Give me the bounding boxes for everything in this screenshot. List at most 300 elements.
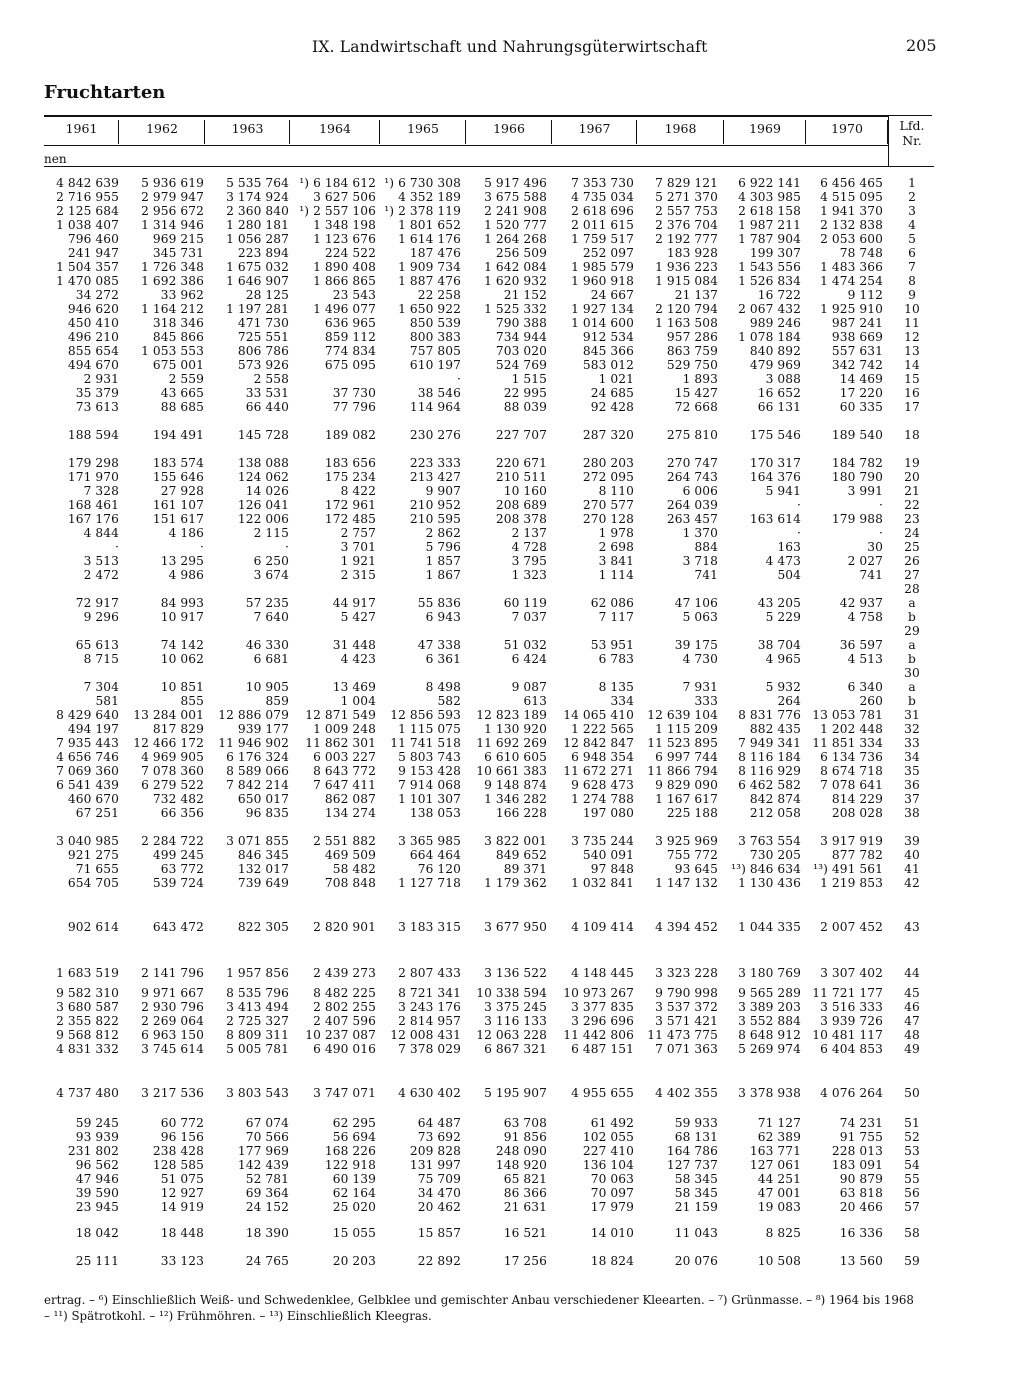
cell-1965: 800 383 — [409, 330, 461, 344]
cell-1967: 270 128 — [582, 512, 634, 526]
cell-1965: ¹) 6 730 308 — [384, 176, 461, 190]
cell-1969: 16 652 — [757, 386, 801, 400]
cell-1963: 5 005 781 — [226, 1042, 289, 1056]
cell-lfd-nr: a — [908, 680, 916, 694]
cell-1968: 1 915 084 — [655, 274, 718, 288]
cell-1968: 3 571 421 — [655, 1014, 718, 1028]
table-row — [44, 1254, 934, 1268]
cell-1969: 504 — [777, 568, 801, 582]
cell-1962: 1 164 212 — [141, 302, 204, 316]
cell-1968: 4 402 355 — [655, 1086, 718, 1100]
cell-1967: 7 117 — [598, 610, 634, 624]
table-row — [44, 1158, 934, 1172]
cell-1967: 92 428 — [590, 400, 634, 414]
cell-lfd-nr: 11 — [904, 316, 920, 330]
cell-lfd-nr: 37 — [904, 792, 920, 806]
cell-1966: 256 509 — [495, 246, 547, 260]
cell-lfd-nr: 41 — [904, 862, 920, 876]
cell-lfd-nr: 12 — [904, 330, 920, 344]
cell-1970: 78 748 — [839, 246, 883, 260]
cell-1961: 3 513 — [83, 554, 119, 568]
cell-1970: 3 917 919 — [820, 834, 883, 848]
cell-lfd-nr: 38 — [904, 806, 920, 820]
cell-lfd-nr: 34 — [904, 750, 920, 764]
cell-1966: 1 520 777 — [484, 218, 547, 232]
cell-1963: 7 842 214 — [226, 778, 289, 792]
cell-1961: 2 125 684 — [56, 204, 119, 218]
table-row — [44, 540, 934, 554]
cell-1970: 814 229 — [831, 792, 883, 806]
cell-lfd-nr: 22 — [904, 498, 920, 512]
cell-1966: 210 511 — [495, 470, 547, 484]
cell-1970: 260 — [859, 694, 883, 708]
cell-1969: 1 787 904 — [738, 232, 801, 246]
cell-1966: 1 620 932 — [484, 274, 547, 288]
column-header-1967 — [552, 118, 637, 145]
table-row — [44, 344, 934, 358]
cell-1970: 877 782 — [831, 848, 883, 862]
cell-1969: 163 — [777, 540, 801, 554]
cell-1970: 3 991 — [847, 484, 883, 498]
cell-1961: 9 582 310 — [56, 986, 119, 1000]
cell-lfd-nr: 32 — [904, 722, 920, 736]
footnote-line-2: – ¹¹) Spätrotkohl. – ¹²) Frühmöhren. – ¹³) Einschließlich Kleegras. — [44, 1309, 432, 1323]
cell-1968: 4 394 452 — [655, 920, 718, 934]
cell-1962: 4 969 905 — [141, 750, 204, 764]
cell-1970: 13 053 781 — [812, 708, 883, 722]
table-row — [44, 372, 934, 386]
cell-1965: 9 907 — [425, 484, 461, 498]
cell-1961: 7 069 360 — [56, 764, 119, 778]
cell-1962: 96 156 — [160, 1130, 204, 1144]
cell-1962: 1 726 348 — [141, 260, 204, 274]
cell-1963: 2 725 327 — [226, 1014, 289, 1028]
cell-1961: 581 — [95, 694, 119, 708]
cell-1961: 65 613 — [75, 638, 119, 652]
cell-1964: 168 226 — [324, 1144, 376, 1158]
cell-1965: 20 462 — [417, 1200, 461, 1214]
cell-1965: 213 427 — [409, 470, 461, 484]
cell-1963: 859 — [265, 694, 289, 708]
cell-1965: 582 — [437, 694, 461, 708]
cell-1962: 345 731 — [152, 246, 204, 260]
cell-lfd-nr: 46 — [904, 1000, 920, 1014]
cell-1970: 1 474 254 — [820, 274, 883, 288]
cell-1968: 225 188 — [666, 806, 718, 820]
cell-1964: 12 871 549 — [305, 708, 376, 722]
cell-1964: 2 315 — [340, 568, 376, 582]
cell-1964: 189 082 — [324, 428, 376, 442]
cell-1962: 732 482 — [152, 792, 204, 806]
cell-1968: 2 120 794 — [655, 302, 718, 316]
cell-1964: 44 917 — [332, 596, 376, 610]
cell-1966: 1 642 084 — [484, 260, 547, 274]
cell-1966: 1 130 920 — [484, 722, 547, 736]
cell-1969: 212 058 — [749, 806, 801, 820]
cell-1961: 96 562 — [75, 1158, 119, 1172]
table-row — [44, 736, 934, 750]
cell-1968: 3 537 372 — [655, 1000, 718, 1014]
table-row — [44, 176, 934, 190]
cell-1970: 11 721 177 — [812, 986, 883, 1000]
cell-1965: 138 053 — [409, 806, 461, 820]
cell-1966: 1 525 332 — [484, 302, 547, 316]
cell-1964: 1 004 — [340, 694, 376, 708]
cell-1963: 24 765 — [245, 1254, 289, 1268]
cell-1965: 1 614 176 — [398, 232, 461, 246]
cell-1967: 1 222 565 — [571, 722, 634, 736]
cell-1968: 11 473 775 — [647, 1028, 718, 1042]
cell-1966: 12 823 189 — [476, 708, 547, 722]
cell-1967: 10 973 267 — [563, 986, 634, 1000]
cell-lfd-nr: 35 — [904, 764, 920, 778]
column-header-1969 — [724, 118, 806, 145]
cell-1966: 6 610 605 — [484, 750, 547, 764]
cell-1965: 1 101 307 — [398, 792, 461, 806]
cell-1963: 126 041 — [237, 498, 289, 512]
cell-1965: 8 498 — [425, 680, 461, 694]
cell-lfd-nr: 18 — [904, 428, 920, 442]
cell-lfd-nr: 39 — [904, 834, 920, 848]
cell-1964: 134 274 — [324, 806, 376, 820]
cell-1970: 938 669 — [831, 330, 883, 344]
cell-1962: 12 927 — [160, 1186, 204, 1200]
cell-1969: 6 922 141 — [738, 176, 801, 190]
cell-lfd-nr: 7 — [908, 260, 916, 274]
table-row — [44, 190, 934, 204]
cell-1966: 9 087 — [511, 680, 547, 694]
cell-1965: 38 546 — [417, 386, 461, 400]
cell-1967: 1 985 579 — [571, 260, 634, 274]
cell-1963: 177 969 — [237, 1144, 289, 1158]
cell-lfd-nr: 59 — [904, 1254, 920, 1268]
cell-lfd-nr: 48 — [904, 1028, 920, 1042]
cell-1964: 2 407 596 — [313, 1014, 376, 1028]
cell-1964: 859 112 — [324, 330, 376, 344]
cell-1970: 208 028 — [831, 806, 883, 820]
cell-1969: 730 205 — [749, 848, 801, 862]
cell-1961: 241 947 — [67, 246, 119, 260]
cell-1965: 3 365 985 — [398, 834, 461, 848]
cell-1961: 2 716 955 — [56, 190, 119, 204]
cell-1967: 583 012 — [582, 358, 634, 372]
cell-1964: 469 509 — [324, 848, 376, 862]
cell-1968: 863 759 — [666, 344, 718, 358]
table-row — [44, 722, 934, 736]
cell-lfd-nr: 3 — [908, 204, 916, 218]
cell-1964: 62 295 — [332, 1116, 376, 1130]
cell-1968: 1 115 209 — [655, 722, 718, 736]
cell-1963: 1 197 281 — [226, 302, 289, 316]
cell-1969: 8 116 929 — [738, 764, 801, 778]
table-row — [44, 1200, 934, 1214]
cell-1961: 6 541 439 — [56, 778, 119, 792]
table-row — [44, 330, 934, 344]
column-header-1961 — [44, 118, 119, 145]
cell-1970: 2 007 452 — [820, 920, 883, 934]
table-row — [44, 1000, 934, 1014]
cell-1967: 1 032 841 — [571, 876, 634, 890]
cell-1968: 263 457 — [666, 512, 718, 526]
table-row — [44, 750, 934, 764]
column-header-1962 — [119, 118, 205, 145]
cell-1962: 3 745 614 — [141, 1042, 204, 1056]
cell-1961: 231 802 — [67, 1144, 119, 1158]
cell-1965: 209 828 — [409, 1144, 461, 1158]
cell-1966: 7 037 — [511, 610, 547, 624]
cell-lfd-nr: 9 — [908, 288, 916, 302]
cell-1965: 664 464 — [409, 848, 461, 862]
cell-1967: 1 759 517 — [571, 232, 634, 246]
cell-1963: 7 640 — [253, 610, 289, 624]
table-row — [44, 1086, 934, 1100]
cell-1963: 8 535 796 — [226, 986, 289, 1000]
cell-1966: 3 675 588 — [484, 190, 547, 204]
cell-1961: 494 670 — [67, 358, 119, 372]
cell-1967: 2 698 — [598, 540, 634, 554]
cell-1964: 3 627 506 — [313, 190, 376, 204]
cell-1969: 3 763 554 — [738, 834, 801, 848]
cell-1969: 989 246 — [749, 316, 801, 330]
cell-lfd-nr: 17 — [904, 400, 920, 414]
table-row — [44, 358, 934, 372]
cell-1970: 60 335 — [839, 400, 883, 414]
cell-1965: 757 805 — [409, 344, 461, 358]
cell-lfd-nr: 28 — [904, 582, 920, 596]
cell-1962: 1 692 386 — [141, 274, 204, 288]
cell-1967: 227 410 — [582, 1144, 634, 1158]
cell-lfd-nr: 57 — [904, 1200, 920, 1214]
table-row — [44, 582, 934, 596]
cell-1967: 912 534 — [582, 330, 634, 344]
cell-1969: 7 949 341 — [738, 736, 801, 750]
cell-1967: 11 442 806 — [563, 1028, 634, 1042]
cell-1964: 77 796 — [332, 400, 376, 414]
table-row — [44, 526, 934, 540]
cell-1961: 39 590 — [75, 1186, 119, 1200]
cell-1961: 921 275 — [67, 848, 119, 862]
cell-1969: 43 205 — [757, 596, 801, 610]
cell-1965: 5 803 743 — [398, 750, 461, 764]
section-title: Fruchtarten — [44, 82, 166, 103]
cell-1965: 3 243 176 — [398, 1000, 461, 1014]
cell-1968: 47 106 — [674, 596, 718, 610]
cell-1968: 1 167 617 — [655, 792, 718, 806]
cell-1967: 62 086 — [590, 596, 634, 610]
cell-1964: 3 747 071 — [313, 1086, 376, 1100]
cell-1969: 5 941 — [765, 484, 801, 498]
cell-1961: 71 655 — [75, 862, 119, 876]
cell-1963: 2 115 — [253, 526, 289, 540]
cell-1961: 23 945 — [75, 1200, 119, 1214]
cell-1969: 882 435 — [749, 722, 801, 736]
cell-1963: 138 088 — [237, 456, 289, 470]
cell-1966: 3 677 950 — [484, 920, 547, 934]
cell-lfd-nr: a — [908, 596, 916, 610]
cell-1967: 102 055 — [582, 1130, 634, 1144]
cell-1968: 884 — [694, 540, 718, 554]
cell-1966: 3 822 001 — [484, 834, 547, 848]
cell-1964: 5 427 — [340, 610, 376, 624]
cell-1962: 128 585 — [152, 1158, 204, 1172]
cell-1968: 1 163 508 — [655, 316, 718, 330]
cell-1962: 855 — [180, 694, 204, 708]
cell-1965: 76 120 — [417, 862, 461, 876]
cell-1968: 6 997 744 — [655, 750, 718, 764]
cell-1970: 17 220 — [839, 386, 883, 400]
cell-1961: 4 656 746 — [56, 750, 119, 764]
cell-1963: 846 345 — [237, 848, 289, 862]
cell-1967: 24 685 — [590, 386, 634, 400]
cell-1964: 172 961 — [324, 498, 376, 512]
cell-1964: 20 203 — [332, 1254, 376, 1268]
cell-1970: 4 513 — [847, 652, 883, 666]
cell-1966: 10 661 383 — [476, 764, 547, 778]
cell-1962: 2 956 672 — [141, 204, 204, 218]
cell-1961: 7 304 — [83, 680, 119, 694]
cell-1964: 31 448 — [332, 638, 376, 652]
cell-1968: 2 192 777 — [655, 232, 718, 246]
column-header-label: 1963 — [231, 121, 264, 136]
cell-1962: 817 829 — [152, 722, 204, 736]
cell-1966: 227 707 — [495, 428, 547, 442]
cell-1966: 3 375 245 — [484, 1000, 547, 1014]
cell-1968: 3 323 228 — [655, 966, 718, 980]
cell-1961: 654 705 — [67, 876, 119, 890]
cell-1966: 63 708 — [503, 1116, 547, 1130]
cell-1967: 287 320 — [582, 428, 634, 442]
table-row — [44, 1028, 934, 1042]
cell-1961: 171 970 — [67, 470, 119, 484]
cell-1965: 1 857 — [425, 554, 461, 568]
cell-1967: 6 948 354 — [571, 750, 634, 764]
cell-1962: 1 053 553 — [141, 344, 204, 358]
cell-1961: 59 245 — [75, 1116, 119, 1130]
cell-1961: 72 917 — [75, 596, 119, 610]
cell-1962: 88 685 — [160, 400, 204, 414]
cell-1964: 10 237 087 — [305, 1028, 376, 1042]
cell-1961: 18 042 — [75, 1226, 119, 1240]
column-header-1968 — [637, 118, 724, 145]
cell-1969: 479 969 — [749, 358, 801, 372]
footnotes — [44, 1292, 944, 1324]
cell-1963: 69 364 — [245, 1186, 289, 1200]
cell-1961: 8 429 640 — [56, 708, 119, 722]
cell-1969: 71 127 — [757, 1116, 801, 1130]
cell-1965: 1 887 476 — [398, 274, 461, 288]
cell-1961: 855 654 — [67, 344, 119, 358]
cell-1966: 89 371 — [503, 862, 547, 876]
cell-lfd-nr: 44 — [904, 966, 920, 980]
cell-1961: 496 210 — [67, 330, 119, 344]
table-row — [44, 218, 934, 232]
cell-1963: 806 786 — [237, 344, 289, 358]
cell-1966: 16 521 — [503, 1226, 547, 1240]
table-row — [44, 456, 934, 470]
cell-1970: 4 076 264 — [820, 1086, 883, 1100]
cell-1968: 9 829 090 — [655, 778, 718, 792]
cell-1968: 127 737 — [666, 1158, 718, 1172]
cell-1966: 3 116 133 — [484, 1014, 547, 1028]
table-row — [44, 986, 934, 1000]
cell-1962: 60 772 — [160, 1116, 204, 1130]
cell-1968: 68 131 — [674, 1130, 718, 1144]
cell-1961: 168 461 — [67, 498, 119, 512]
cell-1962: 10 851 — [160, 680, 204, 694]
cell-1965: 75 709 — [417, 1172, 461, 1186]
cell-1963: 14 026 — [245, 484, 289, 498]
table-row — [44, 694, 934, 708]
cell-1968: 21 159 — [674, 1200, 718, 1214]
cell-1969: 10 508 — [757, 1254, 801, 1268]
cell-lfd-nr: 55 — [904, 1172, 920, 1186]
cell-1962: 66 356 — [160, 806, 204, 820]
cell-1963: 939 177 — [237, 722, 289, 736]
cell-1966: 1 179 362 — [484, 876, 547, 890]
cell-1964: 708 848 — [324, 876, 376, 890]
cell-1963: 57 235 — [245, 596, 289, 610]
cell-1967: 845 366 — [582, 344, 634, 358]
table-header-rule — [44, 145, 888, 146]
cell-1962: 33 123 — [160, 1254, 204, 1268]
cell-1964: 11 862 301 — [305, 736, 376, 750]
cell-1965: 22 892 — [417, 1254, 461, 1268]
cell-1966: 208 378 — [495, 512, 547, 526]
cell-1962: 13 295 — [160, 554, 204, 568]
cell-1964: 58 482 — [332, 862, 376, 876]
table-row — [44, 834, 934, 848]
cell-1965: · — [457, 372, 461, 386]
cell-1967: 11 672 271 — [563, 764, 634, 778]
cell-1961: 93 939 — [75, 1130, 119, 1144]
cell-1966: 1 264 268 — [484, 232, 547, 246]
cell-1964: 60 139 — [332, 1172, 376, 1186]
page-header: IX. Landwirtschaft und Nahrungsgüterwirtschaft — [312, 38, 708, 56]
cell-1962: 6 279 522 — [141, 778, 204, 792]
cell-1969: 2 067 432 — [738, 302, 801, 316]
cell-1963: 70 566 — [245, 1130, 289, 1144]
cell-1969: 163 614 — [749, 512, 801, 526]
cell-lfd-nr: a — [908, 638, 916, 652]
cell-1964: 1 496 077 — [313, 302, 376, 316]
cell-1968: 21 137 — [674, 288, 718, 302]
table-row — [44, 806, 934, 820]
cell-1970: 189 540 — [831, 428, 883, 442]
cell-1970: 228 013 — [831, 1144, 883, 1158]
table-lfd-divider — [888, 115, 889, 166]
cell-1965: 610 197 — [409, 358, 461, 372]
cell-1963: 28 125 — [245, 288, 289, 302]
cell-1970: 91 755 — [839, 1130, 883, 1144]
cell-1970: 6 404 853 — [820, 1042, 883, 1056]
cell-1962: 13 284 001 — [133, 708, 204, 722]
cell-1969: 3 389 203 — [738, 1000, 801, 1014]
cell-lfd-nr: 16 — [904, 386, 920, 400]
cell-1961: 188 594 — [67, 428, 119, 442]
cell-1962: 63 772 — [160, 862, 204, 876]
page-number: 205 — [906, 36, 937, 55]
cell-1963: 122 006 — [237, 512, 289, 526]
column-header-1965 — [380, 118, 466, 145]
cell-1967: 136 104 — [582, 1158, 634, 1172]
cell-lfd-nr: 53 — [904, 1144, 920, 1158]
cell-1963: 3 803 543 — [226, 1086, 289, 1100]
cell-lfd-nr: 5 — [908, 232, 916, 246]
cell-lfd-nr: 50 — [904, 1086, 920, 1100]
cell-1965: 4 352 189 — [398, 190, 461, 204]
cell-1963: 1 646 907 — [226, 274, 289, 288]
cell-1967: 3 841 — [598, 554, 634, 568]
